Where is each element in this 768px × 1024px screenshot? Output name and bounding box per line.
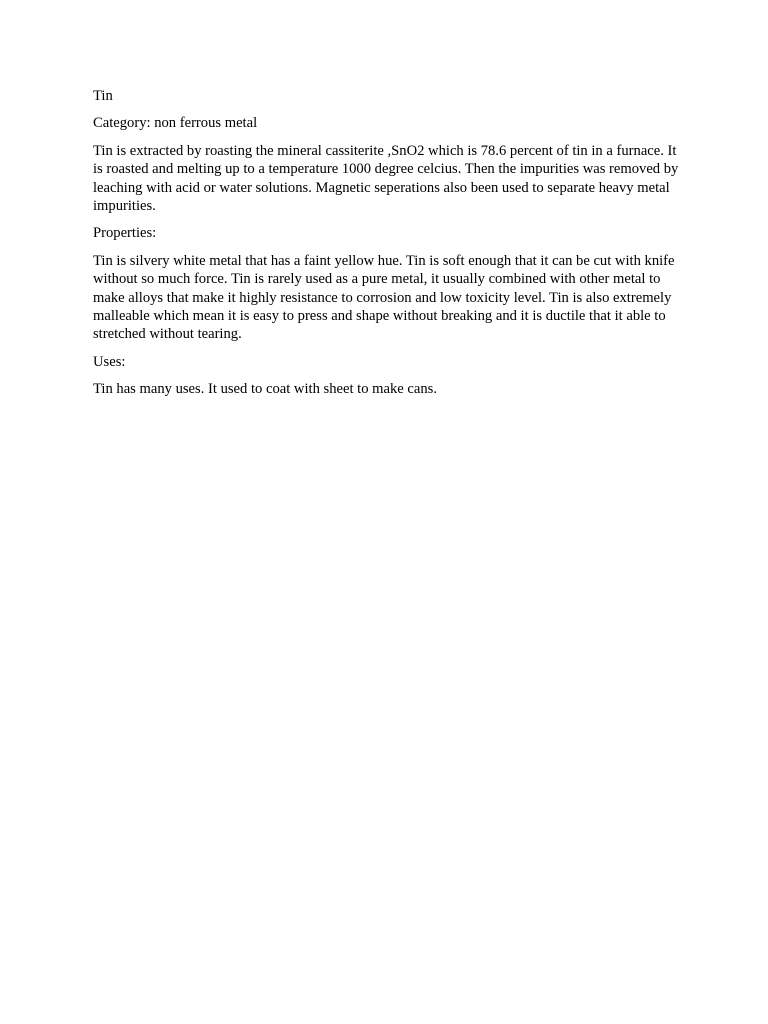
category-line: Category: non ferrous metal [93, 115, 258, 132]
uses-heading: Uses: [93, 353, 126, 370]
extraction-paragraph: Tin is extracted by roasting the mineral cassiterite ,SnO2 which is 78.6 percent of tin in a furnace. It is roasted and melting up to a temperature 1000 degree celcius. Then the impurities was removed by leaching with acid or water solutions. Magnetic seperations also been used to separate heavy metal impurities. [93, 142, 679, 215]
document-body [93, 87, 683, 408]
uses-paragraph: Tin has many uses. It used to coat with sheet to make cans. [93, 381, 437, 398]
document-title: Tin [93, 88, 113, 104]
properties-heading: Properties: [93, 225, 157, 242]
properties-paragraph: Tin is silvery white metal that has a faint yellow hue. Tin is soft enough that it can be cut with knife without so much force. Tin is rarely used as a pure metal, it usually combined with other metal to make alloys that make it highly resistance to corrosion and low toxicity level. Tin is also extremely malleable which mean it is easy to press and shape without breaking and it is ductile that it able to stretched without tearing. [93, 252, 675, 343]
